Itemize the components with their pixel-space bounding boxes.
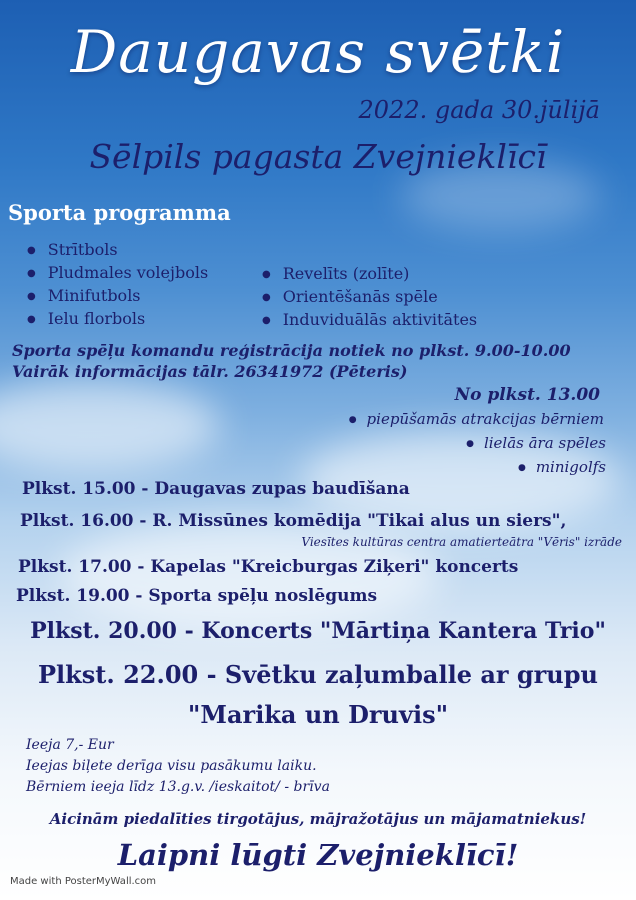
- kids-item: ● lielās āra spēles: [466, 434, 606, 452]
- sports-heading: Sporta programma: [8, 200, 231, 225]
- schedule-item: Plkst. 19.00 - Sporta spēļu noslēgums: [16, 586, 378, 606]
- event-place: Sēlpils pagasta Zvejnieklīcī: [89, 137, 547, 176]
- kids-item: ● minigolfs: [518, 458, 606, 476]
- entry-fee: Ieeja 7,- Eur: [26, 737, 114, 753]
- credit-text: Made with PosterMyWall.com: [10, 876, 157, 887]
- list-item: ● Ielu florbols: [27, 307, 208, 330]
- list-item: ● Minifutbols: [27, 284, 208, 307]
- registration-text: Sporta spēļu komandu reģistrācija notiek no plkst. 9.00-10.00: [12, 341, 571, 360]
- registration-info: [12, 340, 571, 382]
- vendor-invite: Aicinām piedalīties tirgotājus, mājražotājus un mājamatniekus!: [49, 810, 587, 828]
- schedule-item: Plkst. 17.00 - Kapelas "Kreicburgas Ziķeri" koncerts: [18, 557, 519, 577]
- schedule-item: Plkst. 20.00 - Koncerts "Mārtiņa Kantera Trio": [30, 618, 606, 644]
- entry-valid: Ieejas biļete derīga visu pasākumu laiku.: [26, 758, 317, 774]
- list-item: ● Strītbols: [27, 238, 208, 261]
- sports-list-2: [262, 262, 477, 331]
- list-item: ● Revelīts (zolīte): [262, 262, 477, 285]
- schedule-item: Plkst. 16.00 - R. Missūnes komēdija "Tikai alus un siers",: [20, 511, 567, 531]
- schedule-item: "Marika un Druvis": [187, 700, 449, 729]
- kids-item: ● piepūšamās atrakcijas bērniem: [349, 410, 604, 428]
- poster-title: Daugavas svētki: [70, 18, 566, 86]
- list-item: ● Induviduālās aktivitātes: [262, 308, 477, 331]
- event-date: 2022. gada 30.jūlijā: [358, 96, 600, 124]
- entry-children: Bērniem ieeja līdz 13.g.v. /ieskaitot/ - brīva: [26, 779, 330, 795]
- schedule-item: Plkst. 22.00 - Svētku zaļumballe ar grupu: [38, 660, 598, 689]
- welcome-text: Laipni lūgti Zvejnieklīcī!: [117, 838, 519, 872]
- sports-list-1: [27, 238, 208, 330]
- list-item: ● Pludmales volejbols: [27, 261, 208, 284]
- entry-info: [26, 735, 330, 798]
- schedule-subtext: Viesītes kultūras centra amatierteātra "Vēris" izrāde: [301, 535, 622, 549]
- cloud: [0, 380, 220, 470]
- schedule-item: Plkst. 15.00 - Daugavas zupas baudīšana: [22, 479, 410, 499]
- contact-text: Vairāk informācijas tālr. 26341972 (Pēteris): [12, 362, 408, 381]
- list-item: ● Orientēšanās spēle: [262, 285, 477, 308]
- kids-from: No plkst. 13.00: [454, 385, 600, 405]
